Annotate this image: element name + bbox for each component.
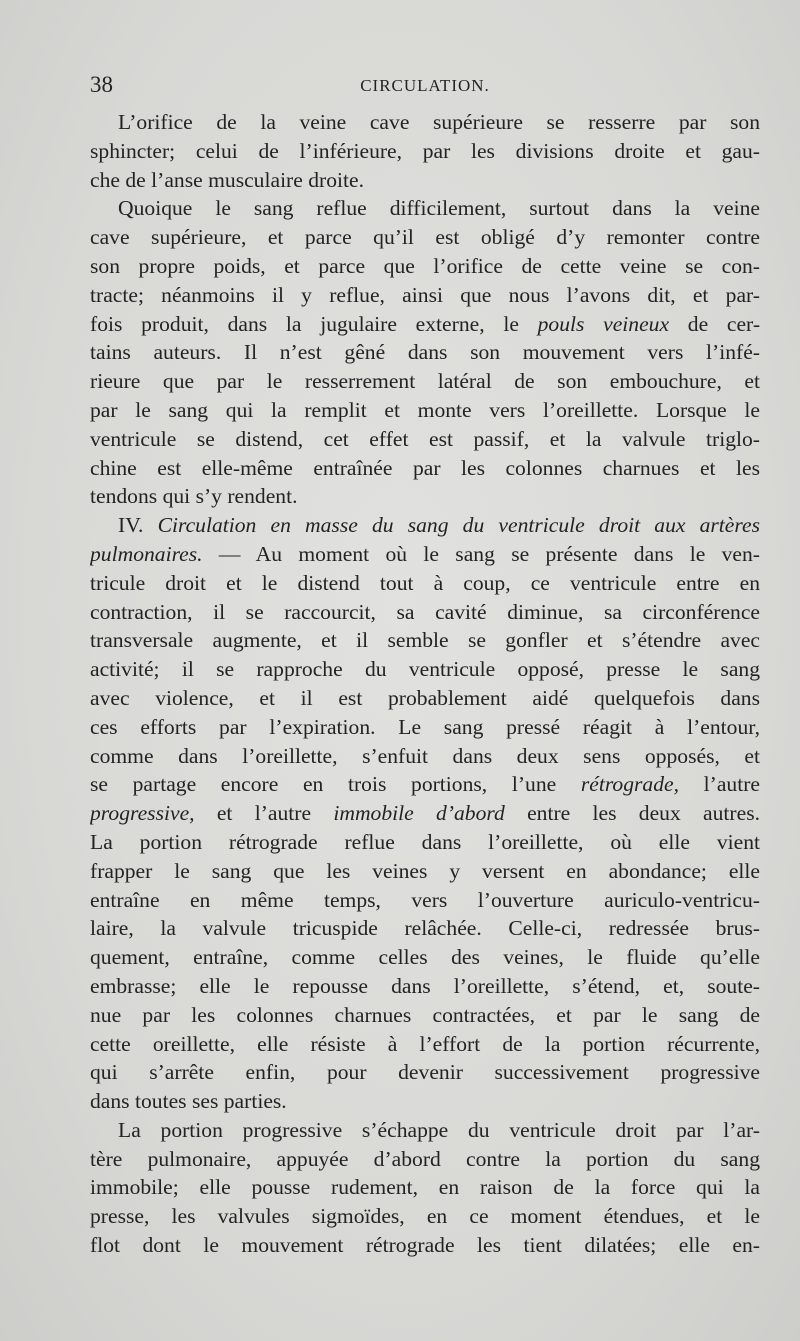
text-line: La portion progressive s’échappe du ventricule droit par l’ar-: [118, 1117, 760, 1142]
page-header: [90, 72, 760, 106]
text-line: activité; il se rapproche du ventricule opposé, presse le sang: [90, 657, 760, 682]
text-line: nue par les colonnes charnues contractées, et par le sang de: [90, 1002, 760, 1027]
text-line: par le sang qui la remplit et monte vers l’oreillette. Lorsque le: [90, 397, 760, 422]
text-line: cette oreillette, elle résiste à l’effort de la portion récurrente,: [90, 1031, 760, 1056]
text-line: entraîne en même temps, vers l’ouverture auriculo-ventricu-: [90, 887, 760, 912]
text-line: embrasse; elle le repousse dans l’oreillette, s’étend, et, soute-: [90, 973, 760, 998]
text-line: frapper le sang que les veines y versent en abondance; elle: [90, 858, 760, 883]
text-line: chine est elle-même entraînée par les colonnes charnues et les: [90, 455, 760, 480]
text-line: tère pulmonaire, appuyée d’abord contre la portion du sang: [90, 1146, 760, 1171]
text-line: tendons qui s’y rendent.: [90, 484, 298, 509]
text-line: contraction, il se raccourcit, sa cavité diminue, sa circonférence: [90, 599, 760, 624]
text-line: avec violence, et il est probablement aidé quelquefois dans: [90, 685, 760, 710]
text-line: immobile; elle pousse rudement, en raison de la force qui la: [90, 1175, 760, 1200]
text-line: dans toutes ses parties.: [90, 1089, 287, 1114]
text-line: pulmonaires. — Au moment où le sang se présente dans le ven-: [90, 541, 760, 566]
page-number: 38: [90, 72, 113, 97]
text-line: Quoique le sang reflue difficilement, surtout dans la veine: [118, 196, 760, 221]
text-line: tricule droit et le distend tout à coup, ce ventricule entre en: [90, 570, 760, 595]
text-line: comme dans l’oreillette, s’enfuit dans deux sens opposés, et: [90, 743, 760, 768]
text-line: quement, entraîne, comme celles des veines, le fluide qu’elle: [90, 945, 760, 970]
text-line: tracte; néanmoins il y reflue, ainsi que nous l’avons dit, et par-: [90, 282, 760, 307]
text-line: ventricule se distend, cet effet est passif, et la valvule triglo-: [90, 426, 760, 451]
text-line: laire, la valvule tricuspide relâchée. Celle-ci, redressée brus-: [90, 916, 760, 941]
text-line: flot dont le mouvement rétrograde les tient dilatées; elle en-: [90, 1233, 760, 1258]
text-line: progressive, et l’autre immobile d’abord entre les deux autres.: [90, 801, 760, 826]
text-line: presse, les valvules sigmoïdes, en ce moment étendues, et le: [90, 1204, 760, 1229]
text-line: fois produit, dans la jugulaire externe, le pouls veineux de cer-: [90, 311, 760, 336]
text-line: se partage encore en trois portions, l’une rétrograde, l’autre: [90, 772, 760, 797]
text-line: L’orifice de la veine cave supérieure se resserre par son: [118, 110, 760, 134]
text-line: tains auteurs. Il n’est gêné dans son mouvement vers l’infé-: [90, 340, 760, 365]
text-line: transversale augmente, et il semble se gonfler et s’étendre avec: [90, 628, 760, 653]
text-line: cave supérieure, et parce qu’il est obligé d’y remonter contre: [90, 225, 760, 250]
text-line: La portion rétrograde reflue dans l’oreillette, où elle vient: [90, 829, 760, 854]
text-line: qui s’arrête enfin, pour devenir successivement progressive: [90, 1060, 760, 1085]
body-text: [90, 108, 760, 1260]
running-title: CIRCULATION.: [360, 76, 490, 95]
text-line: IV. Circulation en masse du sang du ventricule droit aux artères: [118, 513, 760, 538]
text-line: che de l’anse musculaire droite.: [90, 167, 365, 192]
text-line: sphincter; celui de l’inférieure, par les divisions droite et gau-: [90, 138, 760, 163]
text-line: son propre poids, et parce que l’orifice de cette veine se con-: [90, 253, 760, 278]
text-line: rieure que par le resserrement latéral de son embouchure, et: [90, 369, 760, 394]
text-line: ces efforts par l’expiration. Le sang pressé réagit à l’entour,: [90, 714, 760, 739]
